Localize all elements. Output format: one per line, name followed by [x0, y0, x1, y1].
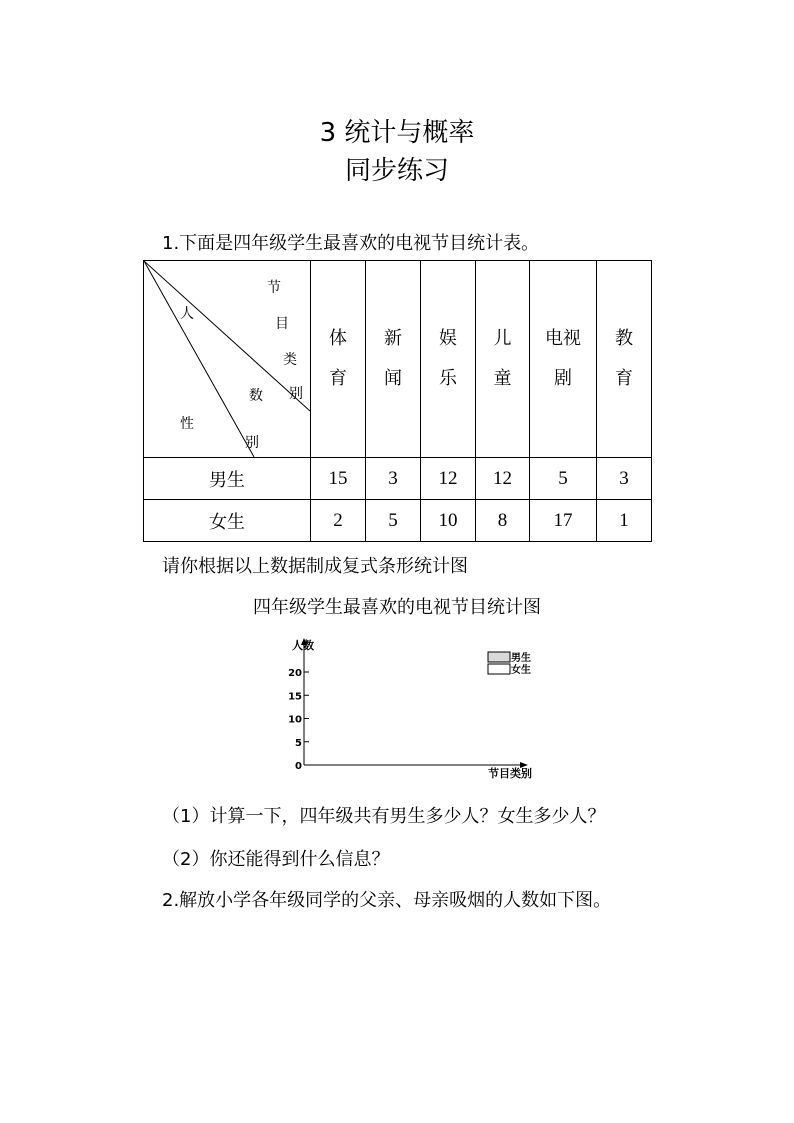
instruction-text: 请你根据以上数据制成复式条形统计图 [162, 556, 468, 577]
table-cell: 8 [476, 500, 530, 542]
chart-title: 四年级学生最喜欢的电视节目统计图 [253, 597, 541, 618]
page-title: 3 统计与概率 [319, 118, 475, 148]
legend-label: 女生 [511, 665, 531, 676]
table-cell: 1 [597, 500, 652, 542]
sub-question-2: （2）你还能得到什么信息？ [162, 849, 390, 870]
y-tick-label: 10 [288, 714, 302, 726]
y-tick-label: 5 [295, 737, 302, 749]
diagonal-header-cell [144, 261, 311, 458]
row-label: 女生 [144, 500, 311, 542]
table-cell: 17 [530, 500, 597, 542]
diag-count-char: 数 [249, 388, 263, 404]
page-subtitle: 同步练习 [344, 156, 449, 186]
diag-category-char: 类 [283, 352, 297, 368]
chart-y-ticks [288, 668, 309, 772]
table-header-row [144, 261, 652, 458]
y-axis-label: 人数 [292, 639, 314, 652]
column-header: 教 育 [597, 261, 652, 458]
row-label: 男生 [144, 458, 311, 500]
diag-gender-char: 别 [245, 435, 259, 451]
legend-swatch [488, 664, 510, 674]
table-cell: 5 [366, 500, 421, 542]
sub-question-1: （1）计算一下，四年级共有男生多少人？女生多少人？ [162, 806, 606, 827]
table-row [144, 458, 652, 500]
legend-label: 男生 [511, 653, 531, 664]
column-header: 娱 乐 [421, 261, 476, 458]
bar-chart [280, 632, 560, 782]
tv-program-stats-table [143, 260, 652, 542]
x-axis-label: 节目类别 [488, 767, 532, 780]
table-cell: 3 [597, 458, 652, 500]
question-2-prompt: 2.解放小学各年级同学的父亲、母亲吸烟的人数如下图。 [162, 890, 612, 911]
table-cell: 2 [311, 500, 366, 542]
diag-category-char: 节 [267, 280, 281, 296]
diag-category-char: 别 [289, 386, 303, 402]
legend-swatch [488, 652, 510, 662]
column-header: 电视 剧 [530, 261, 597, 458]
table-cell: 12 [421, 458, 476, 500]
chart-legend [488, 651, 531, 676]
y-tick-label: 20 [288, 668, 302, 679]
diag-gender-char: 性 [180, 416, 194, 432]
diag-category-char: 目 [275, 316, 289, 332]
y-tick-label: 0 [295, 761, 302, 772]
y-tick-label: 15 [288, 691, 302, 703]
column-header: 新 闻 [366, 261, 421, 458]
table-cell: 5 [530, 458, 597, 500]
table-cell: 12 [476, 458, 530, 500]
table-cell: 15 [311, 458, 366, 500]
table-cell: 10 [421, 500, 476, 542]
column-header: 体 育 [311, 261, 366, 458]
question-1-prompt: 1.下面是四年级学生最喜欢的电视节目统计表。 [162, 233, 540, 254]
column-header: 儿 童 [476, 261, 530, 458]
diag-count-char: 人 [180, 306, 194, 322]
table-row [144, 500, 652, 542]
table-cell: 3 [366, 458, 421, 500]
